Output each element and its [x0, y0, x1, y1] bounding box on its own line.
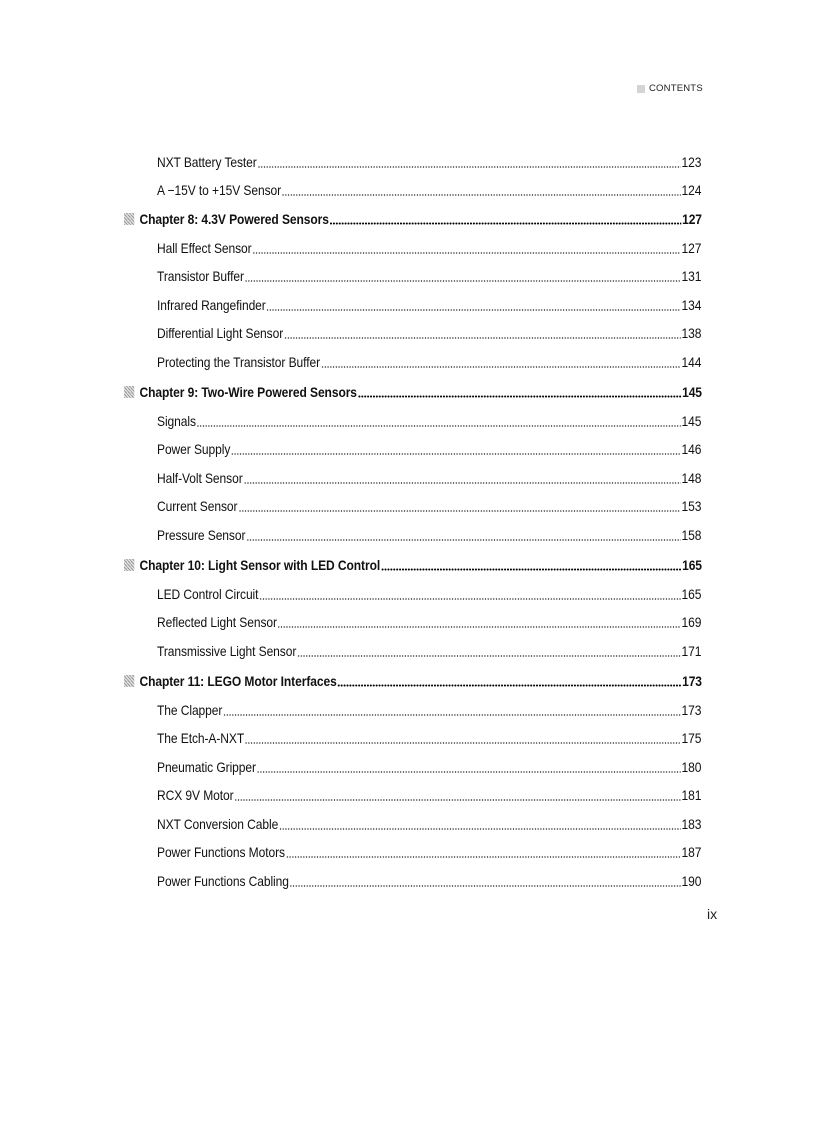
dot-leader — [231, 453, 681, 455]
toc-entry-page: 181 — [681, 787, 702, 803]
dot-leader — [245, 742, 681, 744]
toc-entry-page: 158 — [681, 527, 702, 543]
dot-leader — [258, 166, 681, 168]
dot-leader — [234, 799, 680, 801]
toc-section-entry[interactable] — [157, 580, 701, 608]
toc-entry-page: 187 — [681, 844, 702, 860]
toc-chapter-entry[interactable] — [124, 205, 702, 233]
dot-leader — [330, 222, 682, 225]
toc-entry-page: 134 — [681, 297, 702, 313]
toc-section-entry[interactable] — [157, 262, 701, 290]
toc-entry-page: 165 — [682, 557, 702, 573]
toc-entry-page: 124 — [681, 182, 702, 198]
toc-entry-title: Chapter 10: Light Sensor with LED Control — [139, 557, 381, 573]
toc-entry-title: Transmissive Light Sensor — [157, 643, 297, 659]
running-header-title: CONTENTS — [649, 83, 703, 94]
toc-entry-title: Pneumatic Gripper — [157, 759, 256, 775]
toc-entry-page: 144 — [681, 354, 702, 370]
toc-entry-title: Chapter 8: 4.3V Powered Sensors — [139, 211, 329, 227]
toc-section-entry[interactable] — [157, 696, 701, 724]
toc-entry-page: 146 — [681, 441, 702, 457]
toc-entry-page: 165 — [681, 586, 702, 602]
dot-leader — [259, 598, 680, 600]
toc-section-entry[interactable] — [157, 234, 701, 262]
toc-entry-page: 180 — [681, 759, 702, 775]
toc-section-entry[interactable] — [157, 521, 701, 549]
dot-leader — [358, 395, 681, 398]
toc-entry-title: Pressure Sensor — [157, 527, 246, 543]
toc-entry-title: Transistor Buffer — [157, 268, 244, 284]
toc-entry-page: 145 — [682, 384, 702, 400]
toc-section-entry[interactable] — [157, 810, 701, 838]
toc-entry-title: Chapter 9: Two-Wire Powered Sensors — [139, 384, 357, 400]
dot-leader — [290, 885, 681, 887]
toc-section-entry[interactable] — [157, 464, 701, 492]
dot-leader — [243, 482, 680, 484]
header-square-icon — [637, 85, 645, 93]
dot-leader — [297, 655, 681, 657]
toc-section-entry[interactable] — [157, 637, 701, 665]
dot-leader — [252, 252, 680, 254]
dot-leader — [381, 568, 681, 571]
toc-entry-title: NXT Battery Tester — [157, 154, 257, 170]
toc-entry-title: Power Functions Cabling — [157, 873, 289, 889]
dot-leader — [267, 309, 681, 311]
toc-entry-page: 138 — [681, 325, 702, 341]
toc-section-entry[interactable] — [157, 608, 701, 636]
toc-entry-title: Power Supply — [157, 441, 231, 457]
toc-section-entry[interactable] — [157, 781, 701, 809]
toc-entry-title: The Etch-A-NXT — [157, 730, 245, 746]
toc-entry-page: 148 — [681, 470, 702, 486]
toc-entry-title: LED Control Circuit — [157, 586, 259, 602]
toc-section-entry[interactable] — [157, 867, 701, 895]
dot-leader — [223, 714, 681, 716]
toc-entry-page: 173 — [682, 673, 702, 689]
toc-section-entry[interactable] — [157, 148, 701, 176]
toc-entry-page: 173 — [681, 702, 702, 718]
dot-leader — [286, 856, 681, 858]
toc-entry-page: 145 — [681, 413, 702, 429]
toc-section-entry[interactable] — [157, 753, 701, 781]
dot-leader — [197, 425, 681, 427]
toc-entry-title: Current Sensor — [157, 498, 238, 514]
toc-section-entry[interactable] — [157, 435, 701, 463]
chapter-bullet-icon — [124, 213, 134, 225]
toc-entry-title: Hall Effect Sensor — [157, 240, 252, 256]
toc-entry-title: RCX 9V Motor — [157, 787, 234, 803]
dot-leader — [278, 626, 681, 628]
toc-chapter-entry[interactable] — [124, 667, 702, 695]
toc-entry-title: Half-Volt Sensor — [157, 470, 243, 486]
toc-entry-page: 127 — [682, 211, 702, 227]
toc-section-entry[interactable] — [157, 838, 701, 866]
toc-section-entry[interactable] — [157, 492, 701, 520]
toc-entry-page: 171 — [681, 643, 702, 659]
toc-entry-page: 127 — [681, 240, 702, 256]
dot-leader — [338, 684, 682, 687]
toc-entry-title: Chapter 11: LEGO Motor Interfaces — [139, 673, 337, 689]
toc-section-entry[interactable] — [157, 724, 701, 752]
toc-entry-title: Infrared Rangefinder — [157, 297, 266, 313]
toc-entry-page: 175 — [681, 730, 702, 746]
toc-entry-title: The Clapper — [157, 702, 223, 718]
chapter-bullet-icon — [124, 675, 134, 687]
dot-leader — [246, 539, 680, 541]
dot-leader — [282, 194, 681, 196]
dot-leader — [284, 337, 681, 339]
toc-entry-page: 169 — [681, 614, 702, 630]
toc-entry-page: 190 — [681, 873, 702, 889]
toc-chapter-entry[interactable] — [124, 378, 702, 406]
chapter-bullet-icon — [124, 559, 134, 571]
toc-chapter-entry[interactable] — [124, 551, 702, 579]
toc-entry-title: Reflected Light Sensor — [157, 614, 277, 630]
toc-entry-title: NXT Conversion Cable — [157, 816, 279, 832]
dot-leader — [279, 828, 681, 830]
toc-entry-title: Protecting the Transistor Buffer — [157, 354, 320, 370]
toc-section-entry[interactable] — [157, 348, 701, 376]
toc-section-entry[interactable] — [157, 291, 701, 319]
toc-section-entry[interactable] — [157, 176, 701, 204]
toc-section-entry[interactable] — [157, 407, 701, 435]
dot-leader — [245, 280, 681, 282]
toc-entry-page: 131 — [681, 268, 702, 284]
toc-entry-page: 123 — [681, 154, 702, 170]
dot-leader — [257, 771, 681, 773]
dot-leader — [238, 510, 680, 512]
toc-entry-page: 183 — [681, 816, 702, 832]
running-header — [637, 83, 703, 94]
toc-entry-title: Differential Light Sensor — [157, 325, 284, 341]
toc-entry-title: Signals — [157, 413, 196, 429]
dot-leader — [321, 366, 681, 368]
page-number: ix — [707, 906, 718, 922]
toc-section-entry[interactable] — [157, 319, 701, 347]
toc-entry-page: 153 — [681, 498, 702, 514]
toc-entry-title: A −15V to +15V Sensor — [157, 182, 282, 198]
toc-entry-title: Power Functions Motors — [157, 844, 285, 860]
chapter-bullet-icon — [124, 386, 134, 398]
